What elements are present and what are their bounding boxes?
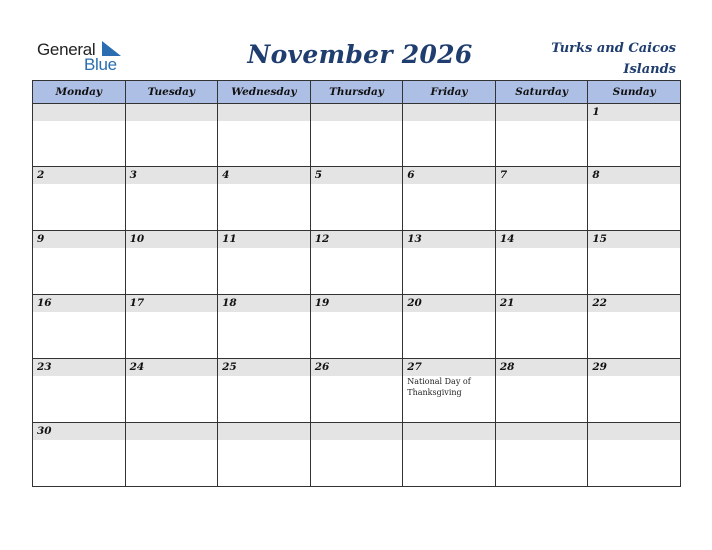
calendar-title: November 2026 [247,40,473,69]
day-number: 28 [499,361,515,373]
day-header-bar [588,359,680,376]
day-header-bar [496,167,588,184]
weekday-header: Thursday [310,81,403,104]
day-header-bar [311,423,403,440]
day-cell [125,295,218,359]
day-number: 12 [314,233,330,245]
day-header-bar [496,359,588,376]
day-header-bar [588,167,680,184]
day-cell [403,295,496,359]
day-number: 4 [222,169,230,181]
day-cell [33,104,126,167]
day-cell [495,167,588,231]
week-row [33,167,681,231]
day-cell [218,104,311,167]
day-header-bar [218,295,310,312]
day-cell [310,167,403,231]
day-number: 19 [314,297,330,309]
day-cell [495,359,588,423]
day-number: 18 [222,297,237,309]
day-cell [495,104,588,167]
day-number: 22 [592,297,607,309]
day-number: 1 [592,106,600,118]
day-number: 9 [37,233,45,245]
day-number: 25 [222,361,237,373]
logo-text-blue: Blue [84,55,117,74]
calendar-grid [32,80,681,487]
day-header-bar [311,104,403,121]
day-cell [33,167,126,231]
day-cell [310,104,403,167]
week-row [33,295,681,359]
day-cell [588,104,681,167]
day-cell [588,231,681,295]
day-cell [125,423,218,487]
day-cell [588,359,681,423]
day-cell [218,167,311,231]
day-header-bar [218,167,310,184]
day-header-bar [218,231,310,248]
day-number: 11 [222,233,237,245]
day-header-bar [588,104,680,121]
day-cell [588,295,681,359]
day-header-bar [33,423,125,440]
region-line-1: Turks and Caicos [551,41,676,56]
day-header-bar [218,423,310,440]
day-header-bar [126,104,218,121]
day-number: 24 [129,361,145,373]
day-header-bar [588,231,680,248]
logo-text-general: General [37,40,96,59]
day-cell [125,359,218,423]
day-cell [33,231,126,295]
day-header-bar [126,295,218,312]
day-header-bar [33,359,125,376]
day-cell [218,423,311,487]
day-cell [33,295,126,359]
day-number: 23 [37,361,52,373]
day-number: 27 [407,361,422,373]
week-row [33,423,681,487]
day-header-bar [403,104,495,121]
region-name [506,38,676,80]
day-cell [125,167,218,231]
day-header-bar [33,167,125,184]
day-number: 30 [37,425,52,437]
day-cell [403,423,496,487]
day-header-bar [403,167,495,184]
day-header-bar [496,295,588,312]
day-cell [125,231,218,295]
day-header-bar [403,231,495,248]
weekday-header: Monday [33,81,126,104]
holiday-label: National Day of Thanksgiving [407,377,471,397]
day-number: 5 [314,169,322,181]
day-cell [310,359,403,423]
day-header-bar [126,423,218,440]
day-header-bar [126,231,218,248]
day-header-bar [403,295,495,312]
day-number: 7 [499,169,508,181]
weekday-header: Saturday [495,81,588,104]
day-number: 8 [592,169,600,181]
day-header-bar [403,359,495,376]
day-header-bar [126,359,218,376]
day-cell [495,231,588,295]
day-header-bar [496,104,588,121]
day-cell [495,423,588,487]
weekday-header: Tuesday [125,81,218,104]
day-header-bar [588,295,680,312]
weekday-header-row [33,81,681,104]
day-number: 16 [37,297,52,309]
day-number: 20 [407,297,422,309]
day-cell [310,231,403,295]
day-number: 2 [37,169,45,181]
day-cell [588,167,681,231]
day-number: 3 [129,169,137,181]
day-cell [33,359,126,423]
day-number: 15 [592,233,607,245]
day-header-bar [588,423,680,440]
day-number: 14 [499,233,515,245]
day-number: 26 [314,361,330,373]
day-cell [403,359,496,423]
generalblue-logo [37,38,133,74]
day-cell [310,423,403,487]
day-header-bar [311,231,403,248]
weekday-header: Wednesday [218,81,311,104]
day-cell [495,295,588,359]
day-header-bar [218,104,310,121]
day-header-bar [33,231,125,248]
day-header-bar [311,359,403,376]
day-header-bar [33,295,125,312]
day-header-bar [33,104,125,121]
week-row [33,359,681,423]
day-number: 6 [407,169,415,181]
weekday-header: Sunday [588,81,681,104]
weekday-header: Friday [403,81,496,104]
week-row [33,231,681,295]
day-cell [403,104,496,167]
day-cell [218,231,311,295]
region-line-2: Islands [623,62,676,77]
day-cell [588,423,681,487]
day-cell [310,295,403,359]
day-number: 13 [407,233,422,245]
day-header-bar [311,295,403,312]
day-number: 29 [592,361,607,373]
day-cell [218,359,311,423]
day-header-bar [403,423,495,440]
day-cell [218,295,311,359]
day-header-bar [496,423,588,440]
day-header-bar [218,359,310,376]
day-cell [403,167,496,231]
day-number: 10 [129,233,145,245]
day-header-bar [311,167,403,184]
week-row [33,104,681,167]
day-header-bar [126,167,218,184]
day-number: 17 [129,297,145,309]
day-number: 21 [499,297,515,309]
day-cell [33,423,126,487]
day-cell [403,231,496,295]
day-header-bar [496,231,588,248]
day-cell [125,104,218,167]
